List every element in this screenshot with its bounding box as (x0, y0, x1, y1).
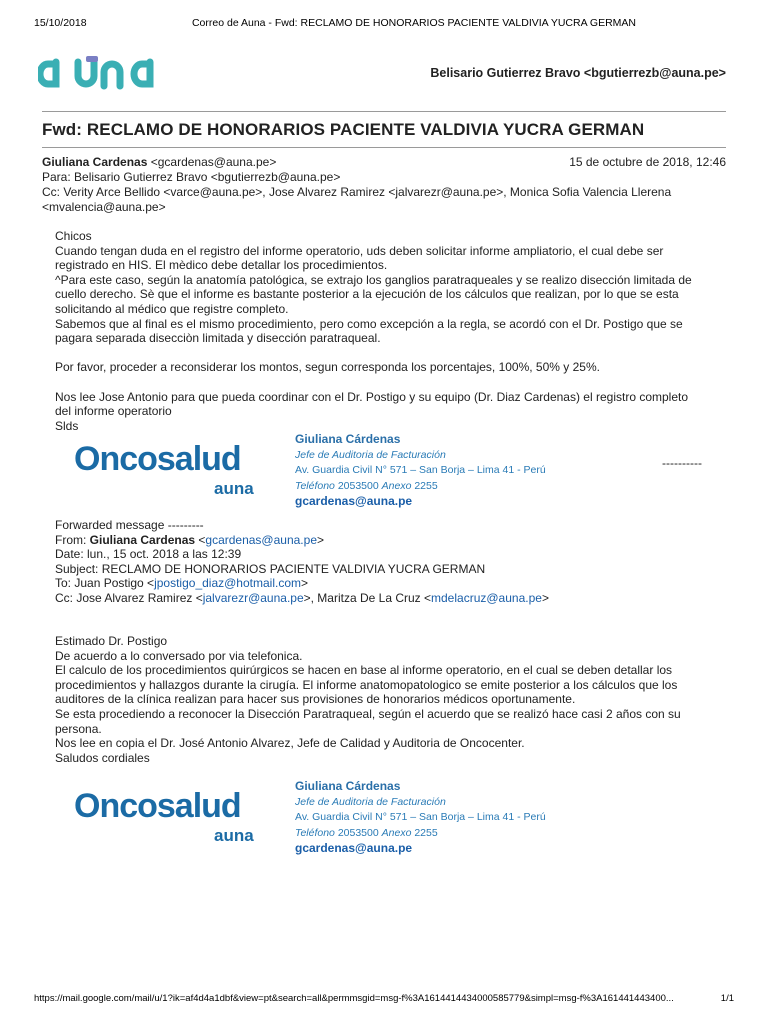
body-line: ^Para este caso, según la anatomía patológica, se extrajo los ganglios paratraqueales y se realizo disección limitada de (55, 272, 692, 287)
forwarded-body (55, 634, 715, 765)
signature-name: Giuliana Cárdenas (295, 779, 401, 793)
page-number: 1/1 (720, 993, 734, 1004)
forwarded-from-email[interactable]: gcardenas@auna.pe (205, 532, 317, 547)
forward-dashes: ---------- (662, 456, 702, 470)
signature-email[interactable]: gcardenas@auna.pe (295, 494, 413, 508)
signature-address: Av. Guardia Civil N° 571 – San Borja – Lima 41 - Perú (295, 464, 546, 476)
print-date: 15/10/2018 (34, 17, 87, 29)
signature-address: Av. Guardia Civil N° 571 – San Borja – Lima 41 - Perú (295, 811, 546, 823)
sender-name: Giuliana Cardenas (42, 155, 148, 169)
body-line: Por favor, proceder a reconsiderar los montos, segun corresponda los porcentajes, 100%, 50% y 25%. (55, 360, 600, 375)
signature-phone: Teléfono 2053500 Anexo 2255 (295, 826, 438, 839)
body-line: registrado en HIS. El mèdico debe detallar los procedimientos. (55, 258, 388, 273)
signature-phone: Teléfono 2053500 Anexo 2255 (295, 479, 438, 492)
signature-block (72, 779, 712, 855)
svg-text:Oncosalud: Oncosalud (74, 787, 241, 825)
body-line: persona. (55, 721, 102, 736)
forwarded-to: To: Juan Postigo <jpostigo_diaz@hotmail.com> (55, 576, 309, 591)
signature-info (295, 779, 546, 857)
signature-role: Jefe de Auditoria de Facturación (295, 448, 446, 461)
body-line: Slds (55, 418, 79, 433)
body-line: auditores de la clínica realizan para hacer sus provisiones de honorarios médicos oportunamente. (55, 692, 576, 707)
signature-email[interactable]: gcardenas@auna.pe (295, 841, 413, 855)
forwarded-subject: Subject: RECLAMO DE HONORARIOS PACIENTE VALDIVIA YUCRA GERMAN (55, 561, 486, 576)
cc-line: Cc: Verity Arce Bellido <varce@auna.pe>, Jose Alvarez Ramirez <jalvarezr@auna.pe>, Monica Sofia Valencia Llerena (42, 185, 672, 199)
oncosalud-logo (72, 779, 272, 849)
oncosalud-logo (72, 432, 272, 502)
auna-logo (38, 56, 174, 92)
svg-text:auna: auna (214, 826, 254, 845)
to-line: Para: Belisario Gutierrez Bravo <bgutierrezb@auna.pe> (42, 170, 341, 184)
body-line: pagara separada disecciòn limitada y disección paratraqueal. (55, 331, 381, 346)
signature-block (72, 432, 712, 508)
signature-name: Giuliana Cárdenas (295, 432, 401, 446)
body-line: Nos lee en copia el Dr. José Antonio Alvarez, Jefe de Calidad y Auditoria de Oncocenter. (55, 736, 525, 751)
body-line: del informe operatorio (55, 404, 172, 419)
forwarded-date: Date: lun., 15 oct. 2018 a las 12:39 (55, 547, 242, 562)
body-line: Cuando tengan duda en el registro del informe operatorio, uds deben solicitar informe ampliatorio, el cual debe ser (55, 243, 664, 258)
signature-role: Jefe de Auditoria de Facturación (295, 795, 446, 808)
message-header (42, 155, 726, 215)
body-line: De acuerdo a lo conversado por via telefonica. (55, 648, 303, 663)
message-datetime: 15 de octubre de 2018, 12:46 (569, 155, 726, 169)
subject-divider (42, 147, 726, 148)
body-line: El calculo de los procedimientos quirúrgicos se hacen en base al informe operatorio, en el cual se deben detallar los (55, 663, 673, 678)
body-line: Estimado Dr. Postigo (55, 634, 168, 648)
print-title: Correo de Auna - Fwd: RECLAMO DE HONORARIOS PACIENTE VALDIVIA YUCRA GERMAN (191, 17, 637, 29)
forwarded-to-email[interactable]: jpostigo_diaz@hotmail.com (154, 576, 301, 591)
body-line: Sabemos que al final es el mismo procedimiento, pero como excepción a la regla, se acordó con el Dr. Postigo que se (55, 316, 683, 331)
svg-text:Oncosalud: Oncosalud (74, 440, 241, 478)
body-line: Nos lee Jose Antonio para que pueda coordinar con el Dr. Postigo y su equipo (Dr. Diaz Cardenas) el registro completo (55, 389, 689, 404)
body-line: Saludos cordiales (55, 750, 150, 765)
signature-info (295, 432, 546, 510)
email-subject: Fwd: RECLAMO DE HONORARIOS PACIENTE VALDIVIA YUCRA GERMAN (42, 120, 645, 139)
forwarded-cc: Cc: Jose Alvarez Ramirez <jalvarezr@auna.pe>, Maritza De La Cruz <mdelacruz@auna.pe> (55, 590, 549, 605)
body-line: solicitando al médico que registre completo. (55, 301, 289, 316)
forwarded-from: From: Giuliana Cardenas <gcardenas@auna.pe> (55, 532, 325, 547)
sender-email: <gcardenas@auna.pe> (150, 155, 277, 169)
forwarded-from-name: Giuliana Cardenas (89, 532, 196, 547)
body-line: cuello derecho. Sè que el informe es bastante posterior a la ejecución de los cálculos que realizan, por lo que se esta (55, 287, 679, 302)
header-divider (42, 111, 726, 112)
body-line: Chicos (55, 229, 92, 243)
forwarded-header (55, 518, 715, 606)
forwarded-title: Forwarded message --------- (55, 518, 204, 532)
svg-text:auna: auna (214, 479, 254, 498)
page-url: https://mail.google.com/mail/u/1?ik=af4d4a1dbf&view=pt&search=all&permmsgid=msg-f%3A1614414434000585779&simpl=msg-f%3A161441443400... (34, 993, 674, 1004)
message-body (55, 229, 715, 433)
body-line: Se esta procediendo a reconocer la Disección Paratraqueal, según el acuerdo que se realizó hace casi 2 años con su (55, 706, 681, 721)
forwarded-cc-email2[interactable]: mdelacruz@auna.pe (431, 590, 542, 605)
cc-line-cont: <mvalencia@auna.pe> (42, 200, 166, 214)
account-identity: Belisario Gutierrez Bravo <bgutierrezb@auna.pe> (430, 66, 726, 80)
body-line: procedimientos y hallazgos durante la cirugía. El informe anatomopatologico se emite posterior a los cálculos que los (55, 677, 678, 692)
forwarded-cc-email1[interactable]: jalvarezr@auna.pe (202, 590, 304, 605)
